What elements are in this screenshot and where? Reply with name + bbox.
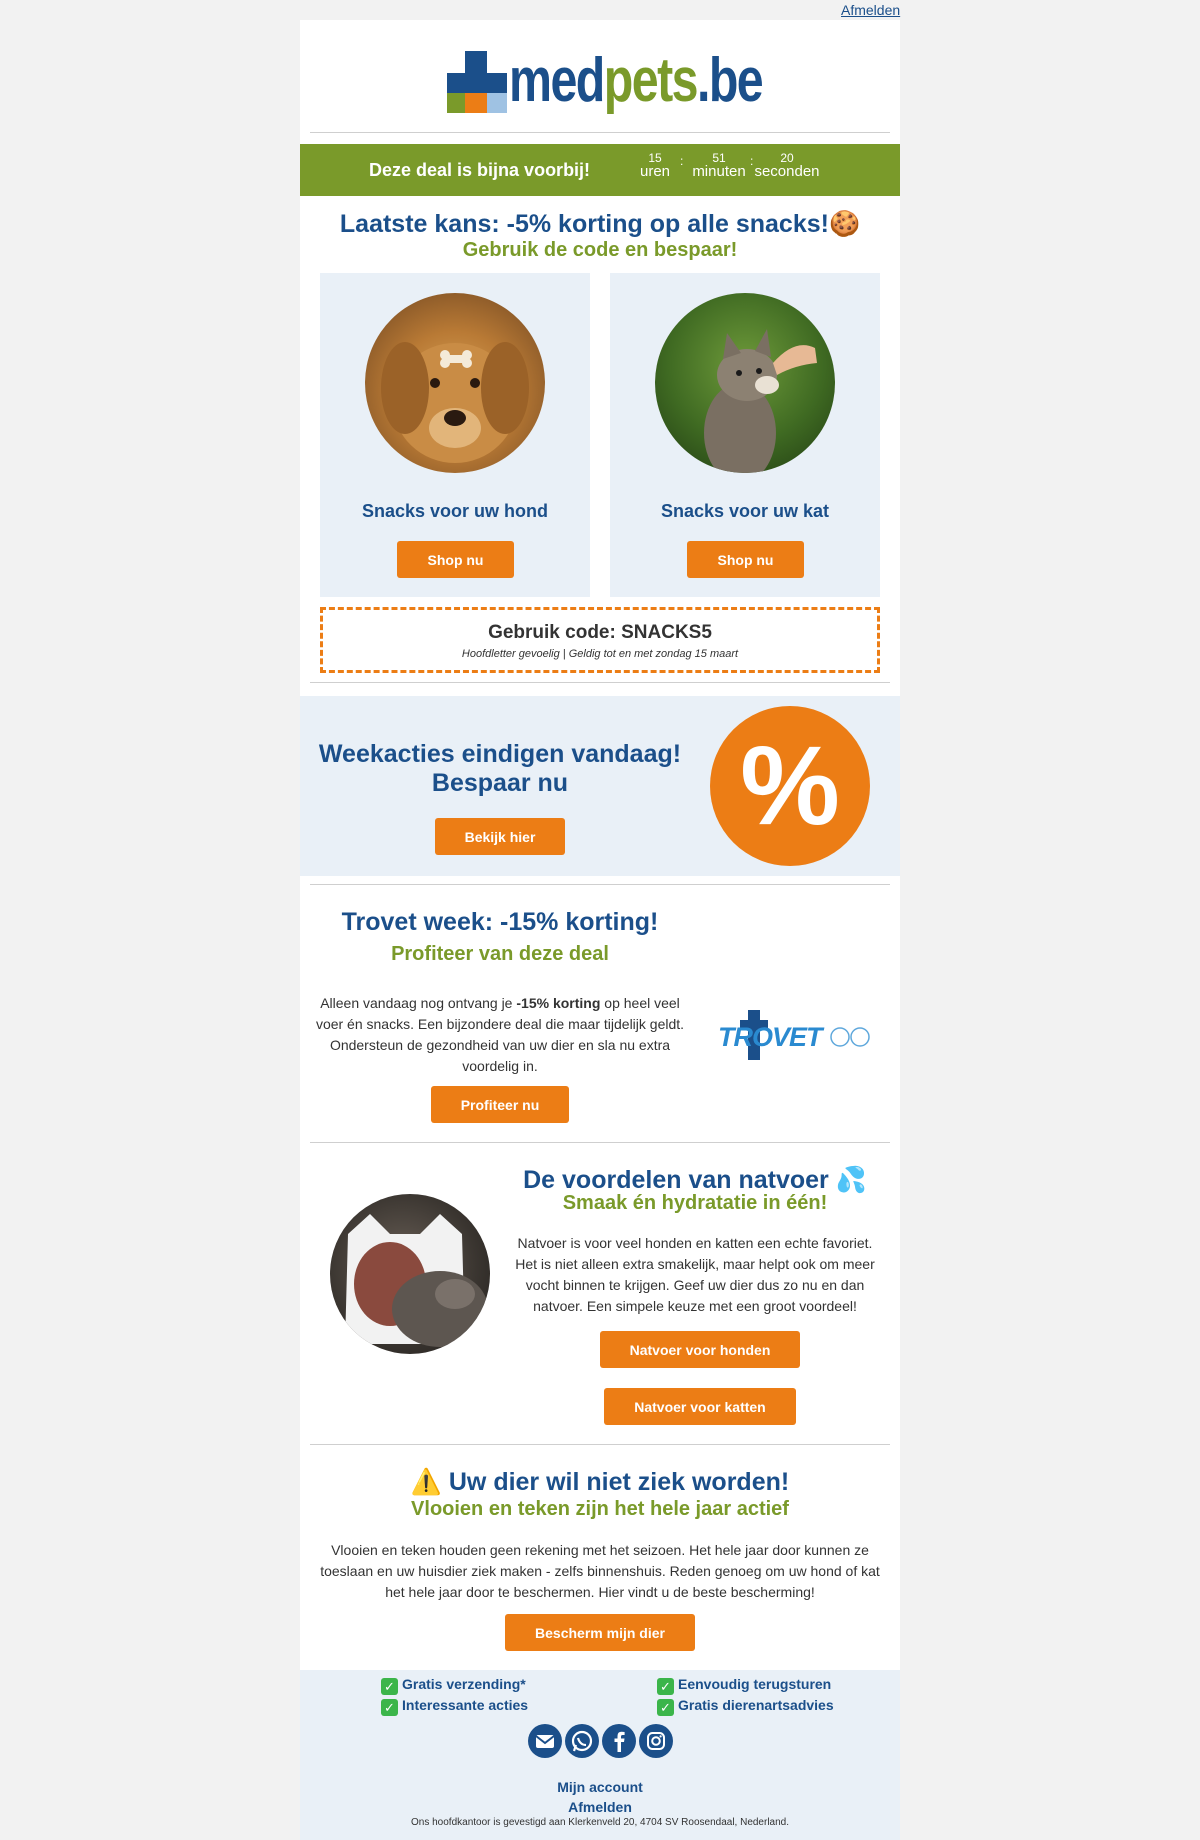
usp-gratis-verzending: ✓ Gratis verzending* <box>381 1676 526 1695</box>
divider <box>310 132 890 133</box>
countdown-separator: : <box>680 154 684 168</box>
logo-wordmark: medpets.be <box>509 46 763 115</box>
trovet-logo-text: TROVET <box>718 1022 822 1052</box>
natvoer-title: De voordelen van natvoer 💦 <box>523 1166 867 1194</box>
whatsapp-icon[interactable] <box>565 1724 599 1758</box>
medpets-logo[interactable] <box>447 35 763 125</box>
check-icon: ✓ <box>657 1699 674 1716</box>
divider <box>310 1142 890 1143</box>
divider <box>310 1444 890 1445</box>
check-icon: ✓ <box>657 1678 674 1695</box>
facebook-icon[interactable] <box>602 1724 636 1758</box>
unsubscribe-link-footer[interactable]: Afmelden <box>568 1799 632 1815</box>
discount-code-box <box>320 607 880 673</box>
trovet-logo[interactable] <box>718 1010 878 1060</box>
dog-snack-image[interactable] <box>365 293 545 473</box>
unsubscribe-link-top[interactable]: Afmelden <box>841 2 901 18</box>
bekijk-hier-button[interactable]: Bekijk hier <box>435 818 565 855</box>
cat-snack-image[interactable] <box>655 293 835 473</box>
cat-snacks-label: Snacks voor uw kat <box>660 501 830 521</box>
countdown-hours: 15 uren <box>639 151 671 180</box>
trovet-text: Alleen vandaag nog ontvang je -15% korting op heel veel voer én snacks. Een bijzondere deal die maar tijdelijk geldt. Ondersteun de gezondheid van uw dier en sla nu extra voordelig in. <box>315 995 685 1074</box>
my-account-link[interactable]: Mijn account <box>557 1779 643 1795</box>
logo-cross-icon <box>447 51 509 117</box>
dog-snacks-label: Snacks voor uw hond <box>361 501 549 521</box>
cat-bowl-illustration <box>330 1194 490 1354</box>
usp-interessante-acties: ✓ Interessante acties <box>381 1697 528 1716</box>
divider <box>310 884 890 885</box>
cat-illustration <box>655 293 835 473</box>
natvoer-katten-button[interactable]: Natvoer voor katten <box>604 1388 796 1425</box>
divider <box>310 682 890 683</box>
natvoer-honden-button[interactable]: Natvoer voor honden <box>600 1331 800 1368</box>
vlooien-subtitle: Vlooien en teken zijn het hele jaar actief <box>411 1498 789 1520</box>
dog-snacks-card <box>320 273 590 597</box>
discount-code-note: Hoofdletter gevoelig | Geldig tot en met zondag 15 maart <box>461 648 739 660</box>
instagram-icon[interactable] <box>639 1724 673 1758</box>
snacks-title: Laatste kans: -5% korting op alle snacks!🍪 <box>339 210 861 238</box>
shop-dog-snacks-button[interactable]: Shop nu <box>397 541 514 578</box>
percent-icon: % <box>710 706 870 866</box>
email-body <box>300 20 900 1670</box>
footer <box>300 1670 900 1840</box>
trovet-title: Trovet week: -15% korting! <box>341 908 659 936</box>
discount-code: Gebruik code: SNACKS5 <box>488 622 712 643</box>
bescherm-mijn-dier-button[interactable]: Bescherm mijn dier <box>505 1614 695 1651</box>
countdown-minutes: 51 minuten <box>692 151 746 180</box>
shop-cat-snacks-button[interactable]: Shop nu <box>687 541 804 578</box>
dog-illustration <box>365 293 545 473</box>
check-icon: ✓ <box>381 1699 398 1716</box>
check-icon: ✓ <box>381 1678 398 1695</box>
weekacties-title: Weekacties eindigen vandaag! Bespaar nu <box>318 740 682 797</box>
countdown-bar <box>300 144 900 196</box>
profiteer-nu-button[interactable]: Profiteer nu <box>431 1086 569 1123</box>
snacks-subtitle: Gebruik de code en bespaar! <box>462 239 738 261</box>
mail-icon[interactable] <box>528 1724 562 1758</box>
natvoer-text: Natvoer is voor veel honden en katten een echte favoriet. Het is niet alleen extra smakelijk, maar helpt ook om meer vocht binnen te krijgen. Geef uw dier dus zo nu en dan natvoer. Een simpele keuze met een groot voordeel! <box>515 1235 875 1314</box>
cat-snacks-card <box>610 273 880 597</box>
usp-eenvoudig-terugsturen: ✓ Eenvoudig terugsturen <box>657 1676 831 1695</box>
countdown-text: Deze deal is bijna voorbij! <box>369 160 591 180</box>
natvoer-image[interactable] <box>330 1194 490 1354</box>
usp-dierenartsadvies: ✓ Gratis dierenartsadvies <box>657 1697 834 1716</box>
countdown-seconds: 20 seconden <box>754 151 820 180</box>
weekacties-banner <box>300 696 900 876</box>
natvoer-subtitle: Smaak én hydratatie in één! <box>562 1192 828 1214</box>
countdown-separator: : <box>750 154 754 168</box>
trovet-subtitle: Profiteer van deze deal <box>391 943 609 965</box>
vlooien-title: ⚠️ Uw dier wil niet ziek worden! <box>410 1468 790 1496</box>
top-bar <box>0 0 1200 20</box>
vlooien-text: Vlooien en teken houden geen rekening met het seizoen. Het hele jaar door kunnen ze toeslaan en uw huisdier ziek maken - zelfs binnenshuis. Reden genoeg om uw hond of kat het hele jaar door te beschermen. Hier vindt u de beste bescherming! <box>320 1542 880 1600</box>
company-address: Ons hoofdkantoor is gevestigd aan Klerkenveld 20, 4704 SV Roosendaal, Nederland. <box>410 1817 790 1828</box>
